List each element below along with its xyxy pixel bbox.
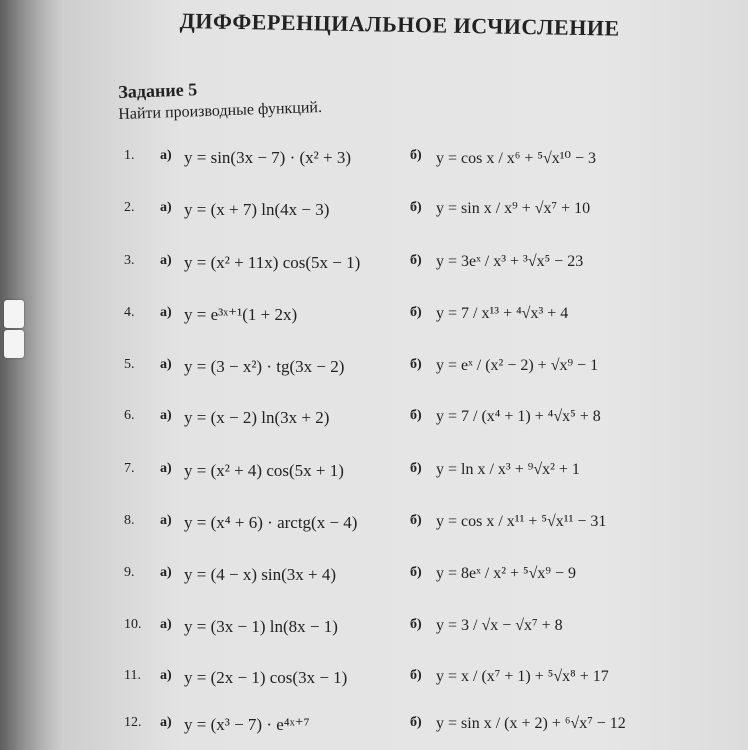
part-b-label: б) [410,408,422,423]
part-b-expression: y = 3 / √x − √x⁷ + 8 [436,617,563,634]
part-a-label: а) [160,513,172,528]
part-b-expression: y = 7 / (x⁴ + 1) + ⁴√x⁵ + 8 [436,408,601,425]
part-a-expression: y = (2x − 1) cos(3x − 1) [184,668,348,687]
part-a-expression: y = (x − 2) ln(3x + 2) [184,408,330,427]
problem-number: 10. [124,617,142,632]
part-b-label: б) [410,305,422,320]
problem-number: 2. [124,200,135,215]
problem-number: 7. [124,461,135,476]
part-a-label: а) [160,357,172,372]
part-a-expression: y = (x² + 4) cos(5x + 1) [184,461,344,480]
page-heading: ДИФФЕРЕНЦИАЛЬНОЕ ИСЧИСЛЕНИЕ [179,8,620,41]
part-b-expression: y = ln x / x³ + ⁹√x² + 1 [436,461,580,478]
part-b-expression: y = 7 / x¹³ + ⁴√x³ + 4 [436,305,569,322]
problem-row [60,200,748,240]
part-a-expression: y = (x² + 11x) cos(5x − 1) [184,253,361,272]
part-a-expression: y = (3x − 1) ln(8x − 1) [184,617,338,636]
part-b-expression: y = eˣ / (x² − 2) + √x⁹ − 1 [436,357,599,374]
part-a-label: а) [160,461,172,476]
part-a-label: а) [160,148,172,163]
part-b-expression: y = x / (x⁷ + 1) + ⁵√x⁸ + 17 [436,668,609,685]
part-a-expression: y = e³ˣ⁺¹(1 + 2x) [184,305,298,324]
problem-row [60,617,748,657]
part-b-expression: y = 3eˣ / x³ + ³√x⁵ − 23 [436,253,584,270]
binding-tab [4,300,24,328]
problem-row [60,253,748,293]
task-instruction: Найти производные функций. [118,98,323,123]
part-b-label: б) [410,253,422,268]
problem-row [60,148,748,188]
part-b-label: б) [410,461,422,476]
part-a-label: а) [160,408,172,423]
problem-number: 1. [124,148,135,163]
problem-number: 4. [124,305,135,320]
part-a-expression: y = (x³ − 7) · e⁴ˣ⁺⁷ [184,715,310,734]
part-b-label: б) [410,200,422,215]
part-b-expression: y = 8eˣ / x² + ⁵√x⁹ − 9 [436,565,576,582]
part-b-expression: y = sin x / x⁹ + √x⁷ + 10 [436,200,591,217]
part-a-label: а) [160,200,172,215]
part-a-expression: y = (3 − x²) · tg(3x − 2) [184,357,345,376]
problem-row [60,408,748,448]
problem-number: 12. [124,715,142,730]
problem-row [60,461,748,501]
part-b-expression: y = sin x / (x + 2) + ⁶√x⁷ − 12 [436,715,626,732]
problem-number: 3. [124,253,135,268]
part-b-label: б) [410,715,422,730]
part-b-label: б) [410,513,422,528]
problem-number: 8. [124,513,135,528]
part-b-label: б) [410,617,422,632]
part-b-label: б) [410,357,422,372]
problem-row [60,305,748,345]
problem-number: 5. [124,357,135,372]
part-a-label: а) [160,253,172,268]
part-a-expression: y = (x + 7) ln(4x − 3) [184,200,330,219]
binding-tab [4,330,24,358]
problem-number: 6. [124,408,135,423]
part-a-expression: y = sin(3x − 7) · (x² + 3) [184,148,352,167]
problem-row [60,565,748,605]
part-a-expression: y = (x⁴ + 6) · arctg(x − 4) [184,513,358,532]
book-page [60,0,748,750]
problem-row [60,513,748,553]
part-a-label: а) [160,305,172,320]
part-a-label: а) [160,668,172,683]
task-title: Задание 5 [118,79,198,102]
problem-row [60,715,748,750]
part-b-label: б) [410,148,422,163]
part-b-label: б) [410,565,422,580]
part-a-label: а) [160,565,172,580]
part-b-expression: y = cos x / x⁶ + ⁵√x¹⁰ − 3 [436,150,596,167]
part-a-expression: y = (4 − x) sin(3x + 4) [184,565,336,584]
problem-number: 11. [124,668,141,683]
problem-row [60,357,748,397]
problem-number: 9. [124,565,135,580]
part-a-label: а) [160,715,172,730]
binding-spine [0,0,64,750]
part-a-label: а) [160,617,172,632]
part-b-label: б) [410,668,422,683]
problem-row [60,668,748,708]
part-b-expression: y = cos x / x¹¹ + ⁵√x¹¹ − 31 [436,513,607,530]
